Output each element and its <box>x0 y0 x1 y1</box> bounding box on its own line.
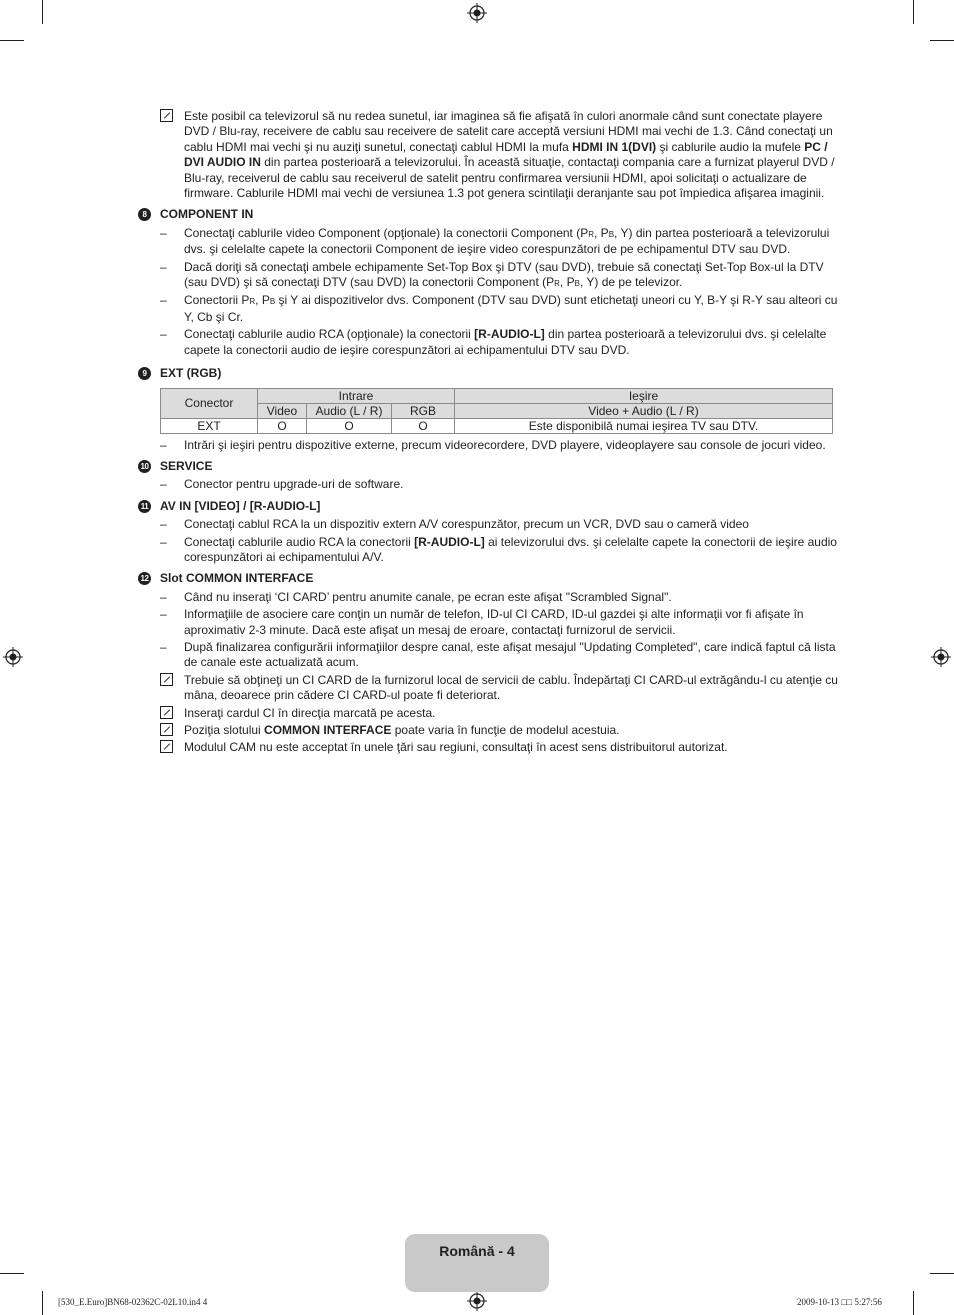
item-text: din partea posterioară a televizorului dvs. şi celelalte capete la conectorii audio de ieşire corespunzători ai echipamentului DTV sau DVD. <box>184 327 827 357</box>
page-number: Română - 4 <box>439 1243 515 1259</box>
registration-mark-icon <box>467 3 487 23</box>
item-text: După finalizarea configurării informaţiilor despre canal, este afişat mesajul "Updating Completed", care indică faptul că lista de canale este actualizată acum. <box>184 639 836 670</box>
item-text: Conectaţi cablurile video Component (opţionale) la conectorii Component (P <box>184 225 589 240</box>
dash-bullet: – <box>160 517 167 532</box>
item-bold: [R-AUDIO-L] <box>414 534 485 549</box>
list-item <box>138 260 840 292</box>
table-row <box>161 403 833 418</box>
crop-mark <box>930 40 954 41</box>
section-title: COMPONENT IN <box>160 207 254 222</box>
section-title: AV IN [VIDEO] / [R-AUDIO-L] <box>160 498 321 513</box>
crop-mark <box>42 1291 43 1315</box>
section-number-icon: 8 <box>138 208 151 221</box>
section-number-icon: 12 <box>138 572 151 585</box>
item-text: Informaţiile de asociere care conţin un număr de telefon, ID-ul CI CARD, ID-ul gazdei şi alte informaţii vor fi afişate în aproximativ 2-3 minute. Dacă este afişat un mesaj de eroare, contactaţi furnizorul de servicii. <box>184 607 804 637</box>
item-text: Conectorii P <box>184 293 250 308</box>
crop-mark <box>913 0 914 24</box>
item-text: Conectaţi cablurile audio RCA la conectorii <box>184 534 415 549</box>
item-text: şi Y ai dispozitivelor dvs. Component (DTV sau DVD) sunt etichetaţi uneori cu Y, B-Y şi R-Y sau alteori cu Y, Cb şi Cr. <box>184 293 838 324</box>
note-text: şi cablurile audio la mufele <box>656 139 805 154</box>
item-text: Intrări şi ieşiri pentru dispozitive externe, precum videorecordere, DVD playere, videoplayere sau console de jocuri video. <box>184 437 826 452</box>
item-text: , P <box>559 275 575 290</box>
table-header: Audio (L / R) <box>307 403 392 418</box>
dash-bullet: – <box>160 327 167 342</box>
subscript: R <box>588 229 595 239</box>
list-item <box>138 226 840 258</box>
registration-mark-icon <box>467 1291 487 1311</box>
note-text: poate varia în funcţie de modelul acestuia. <box>391 723 620 737</box>
section-title: SERVICE <box>160 458 213 473</box>
note-item <box>138 723 840 738</box>
dash-bullet: – <box>160 259 167 274</box>
dash-bullet: – <box>160 607 167 622</box>
section-number-icon: 11 <box>138 500 151 513</box>
item-text: , Y) de pe televizor. <box>579 275 683 290</box>
section-heading-common-interface <box>138 571 840 586</box>
note-bold: COMMON INTERFACE <box>264 723 392 737</box>
note-text: Inseraţi cardul CI în direcţia marcată pe acesta. <box>184 705 436 720</box>
crop-mark <box>0 1273 24 1274</box>
list-item <box>138 293 840 325</box>
subscript: B <box>608 229 615 239</box>
note-text: Poziţia slotului <box>184 723 265 737</box>
registration-mark-icon <box>931 647 951 667</box>
table-cell: O <box>258 418 307 433</box>
item-text: , Y) din partea posterioară a televizorului dvs. şi celelalte capete la conectorii Component de ieşire video corespunzători de pe echipamentul DTV sau DVD. <box>184 225 830 257</box>
item-text: Conectaţi cablul RCA la un dispozitiv extern A/V corespunzător, precum un VCR, DVD sau o cameră video <box>184 517 749 532</box>
dash-bullet: – <box>160 534 167 549</box>
list-item <box>138 438 840 453</box>
note-text: Trebuie să obţineţi un CI CARD de la furnizorul local de servicii de cablu. Îndepărtaţi CI CARD-ul extrăgându-l cu atenţie cu mâna, deoarece prin cădere CI CARD-ul poate fi deteriorat. <box>184 672 838 703</box>
section-title: EXT (RGB) <box>160 366 222 381</box>
table-header: Intrare <box>258 388 455 403</box>
item-text: Conectaţi cablurile audio RCA (opţionale) la conectorii <box>184 327 475 342</box>
page-number-tab <box>405 1234 549 1292</box>
section-heading-av-in <box>138 499 840 514</box>
crop-mark <box>913 1291 914 1315</box>
note-icon <box>160 723 173 736</box>
table-cell: Este disponibilă numai ieşirea TV sau DTV. <box>455 418 833 433</box>
note-item <box>138 706 840 721</box>
list-item <box>138 640 840 671</box>
table-header: RGB <box>392 403 455 418</box>
note-text: din partea posterioară a televizorului. În această situaţie, contactaţi compania care a furnizat playerul DVD / Blu-ray, receiverul de cablu sau receiverul de satelit pentru confirmarea versiunii HDMI, apoi solicitaţi o actualizare de firmware. Cablurile HDMI mai vechi de versiunea 1.3 pot genera scintilaţii deranjante sau pot împiedica afişarea imaginii. <box>184 155 835 201</box>
note-item <box>138 673 840 704</box>
table-header: Ieşire <box>455 388 833 403</box>
table-cell: EXT <box>161 418 258 433</box>
note-icon <box>160 740 173 753</box>
table-cell: O <box>307 418 392 433</box>
item-text: Dacă doriţi să conectaţi ambele echipamente Set-Top Box şi DTV (sau DVD), trebuie să conectaţi Set-Top Box-ul la DTV (sau DVD) şi să conectaţi DTV (sau DVD) la conectorii Component (P <box>184 259 824 290</box>
crop-mark <box>0 40 24 41</box>
registration-mark-icon <box>3 647 23 667</box>
dash-bullet: – <box>160 225 167 240</box>
note-text: Este posibil ca televizorul să nu redea sunetul, iar imaginea să fie afişată în culori anormale când sunt conectate playere DVD / Blu-ray, receivere de cablu sau receivere de satelit care acceptă versiuni HDMI mai vechi de 1.3. Când conectaţi un cablu HDMI mai vechi şi nu auziţi sunetul, conectaţi cablul HDMI la mufa <box>184 109 833 154</box>
table-header: Video <box>258 403 307 418</box>
subscript: R <box>249 297 256 307</box>
item-text: ai televizorului dvs. şi celelalte capete la conectorii de ieşire audio corespunzători ai echipamentului A/V. <box>184 534 837 564</box>
note-hdmi <box>138 109 840 201</box>
list-item <box>138 590 840 605</box>
table-cell: O <box>392 418 455 433</box>
list-item <box>138 477 840 492</box>
footer-date: 2009-10-13 □□ 5:27:56 <box>797 1297 882 1307</box>
list-item <box>138 607 840 638</box>
dash-bullet: – <box>160 477 167 492</box>
page-content <box>138 109 840 758</box>
dash-bullet: – <box>160 293 167 308</box>
subscript: B <box>269 297 276 307</box>
section-number-icon: 9 <box>138 367 151 380</box>
table-row <box>161 418 833 433</box>
item-text: , P <box>594 225 609 240</box>
note-text: Modulul CAM nu este acceptat în unele ţări sau regiuni, consultaţi în acest sens distribuitorul autorizat. <box>184 740 728 755</box>
item-text: , P <box>255 293 270 308</box>
section-heading-service <box>138 459 840 474</box>
note-icon <box>160 706 173 719</box>
item-text: Conector pentru upgrade-uri de software. <box>184 477 404 492</box>
section-heading-component <box>138 207 840 222</box>
note-item <box>138 740 840 755</box>
list-item <box>138 327 840 358</box>
dash-bullet: – <box>160 589 167 604</box>
section-title: Slot COMMON INTERFACE <box>160 571 314 586</box>
note-icon <box>160 673 173 686</box>
section-number-icon: 10 <box>138 460 151 473</box>
item-bold: [R-AUDIO-L] <box>474 327 545 342</box>
list-item <box>138 517 840 532</box>
note-icon <box>160 109 173 122</box>
dash-bullet: – <box>160 639 167 654</box>
crop-mark <box>42 0 43 24</box>
list-item <box>138 535 840 566</box>
subscript: B <box>574 279 580 289</box>
footer-file-info: [530_E.Euro]BN68-02362C-02L10.in4 4 <box>58 1297 208 1307</box>
table-row <box>161 388 833 403</box>
note-bold: PC / DVI AUDIO IN <box>184 139 828 170</box>
ext-table <box>160 388 833 434</box>
crop-mark <box>930 1273 954 1274</box>
section-heading-ext <box>138 366 840 381</box>
item-text: Când nu inseraţi ‘CI CARD’ pentru anumite canale, pe ecran este afişat "Scrambled Signal". <box>184 589 672 604</box>
note-bold: HDMI IN 1(DVI) <box>572 139 657 154</box>
subscript: R <box>554 279 560 289</box>
dash-bullet: – <box>160 437 167 452</box>
table-header: Video + Audio (L / R) <box>455 403 833 418</box>
table-header: Conector <box>161 388 258 418</box>
